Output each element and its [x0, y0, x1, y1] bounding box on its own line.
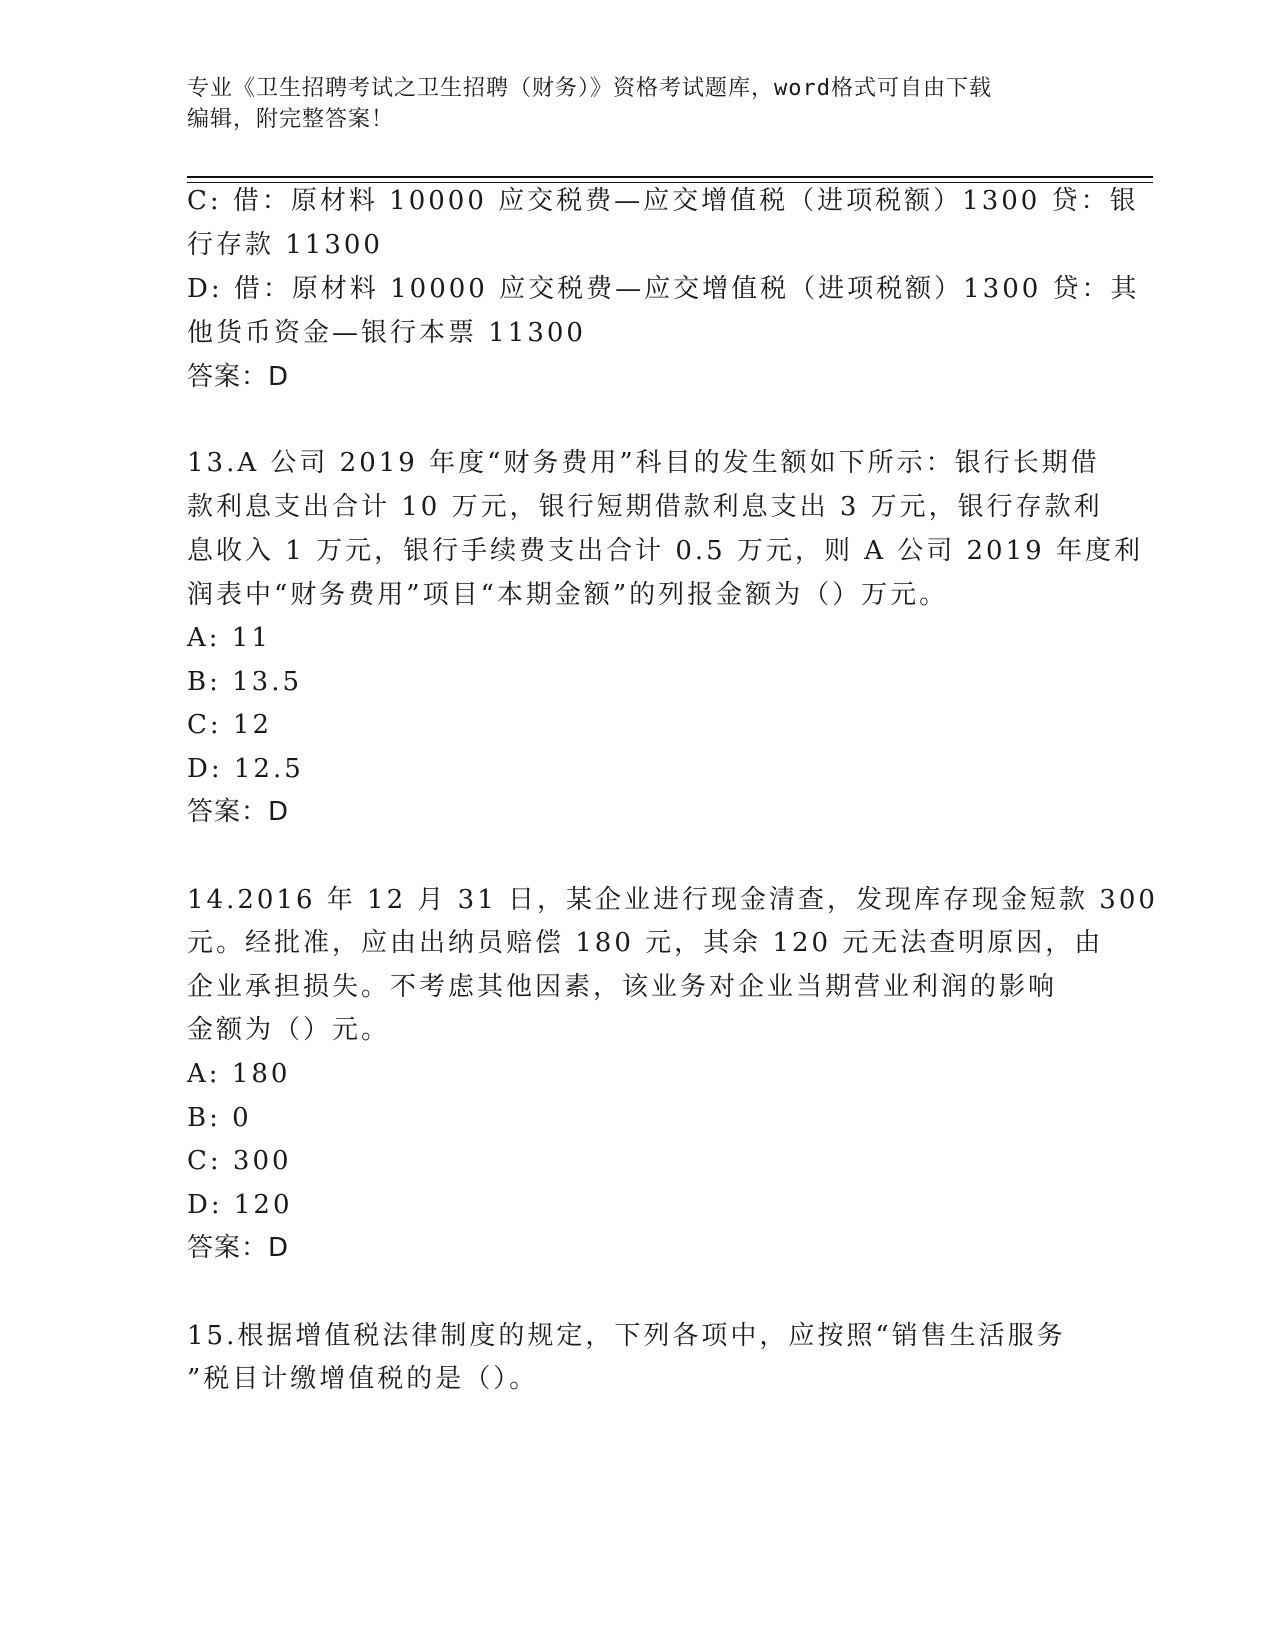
q12-option-c-line2: 行存款 11300	[187, 230, 383, 260]
q14-answer: 答案：D	[187, 1233, 290, 1263]
q12-option-d-line2: 他货币资金—银行本票 11300	[187, 318, 586, 348]
q15-stem-line2: ”税目计缴增值税的是（）。	[187, 1364, 539, 1394]
q13-stem-line1: 13.A 公司 2019 年度“财务费用”科目的发生额如下所示：银行长期借	[187, 448, 1100, 478]
q13-option-a: A: 11	[187, 623, 271, 653]
q12-answer: 答案：D	[187, 362, 290, 392]
q13-option-b: B: 13.5	[187, 667, 303, 697]
q14-option-a: A: 180	[187, 1059, 291, 1089]
q14-stem-line3: 企业承担损失。不考虑其他因素，该业务对企业当期营业利润的影响	[187, 972, 1058, 1002]
q14-option-c: C: 300	[187, 1146, 292, 1176]
q14-stem-line2: 元。经批准，应由出纳员赔偿 180 元，其余 120 元无法查明原因，由	[187, 928, 1104, 958]
q14-option-b: B: 0	[187, 1103, 252, 1133]
q13-answer: 答案：D	[187, 797, 290, 827]
q14-stem-line1: 14.2016 年 12 月 31 日，某企业进行现金清查，发现库存现金短款 300	[187, 885, 1158, 915]
header-divider-thick	[187, 176, 1153, 178]
header-line-2: 编辑，附完整答案！	[187, 107, 395, 132]
q14-stem-line4: 金额为（）元。	[187, 1015, 391, 1045]
header-line-1: 专业《卫生招聘考试之卫生招聘（财务）》资格考试题库，word格式可自由下载	[187, 76, 992, 101]
document-header	[187, 73, 1087, 135]
q13-stem-line2: 款利息支出合计 10 万元，银行短期借款利息支出 3 万元，银行存款利	[187, 492, 1103, 522]
q13-stem-line4: 润表中“财务费用”项目“本期金额”的列报金额为（）万元。	[187, 580, 949, 610]
header-divider-thin	[187, 182, 1153, 183]
q13-stem-line3: 息收入 1 万元，银行手续费支出合计 0.5 万元，则 A 公司 2019 年度利	[187, 536, 1143, 566]
q12-option-d-line1: D: 借：原材料 10000 应交税费—应交增值税（进项税额）1300 贷：其	[187, 274, 1140, 304]
q12-option-c-line1: C: 借：原材料 10000 应交税费—应交增值税（进项税额）1300 贷：银	[187, 186, 1139, 216]
q14-option-d: D: 120	[187, 1190, 293, 1220]
q15-stem-line1: 15.根据增值税法律制度的规定，下列各项中，应按照“销售生活服务	[187, 1321, 1066, 1351]
q13-option-d: D: 12.5	[187, 754, 304, 784]
q13-option-c: C: 12	[187, 710, 273, 740]
